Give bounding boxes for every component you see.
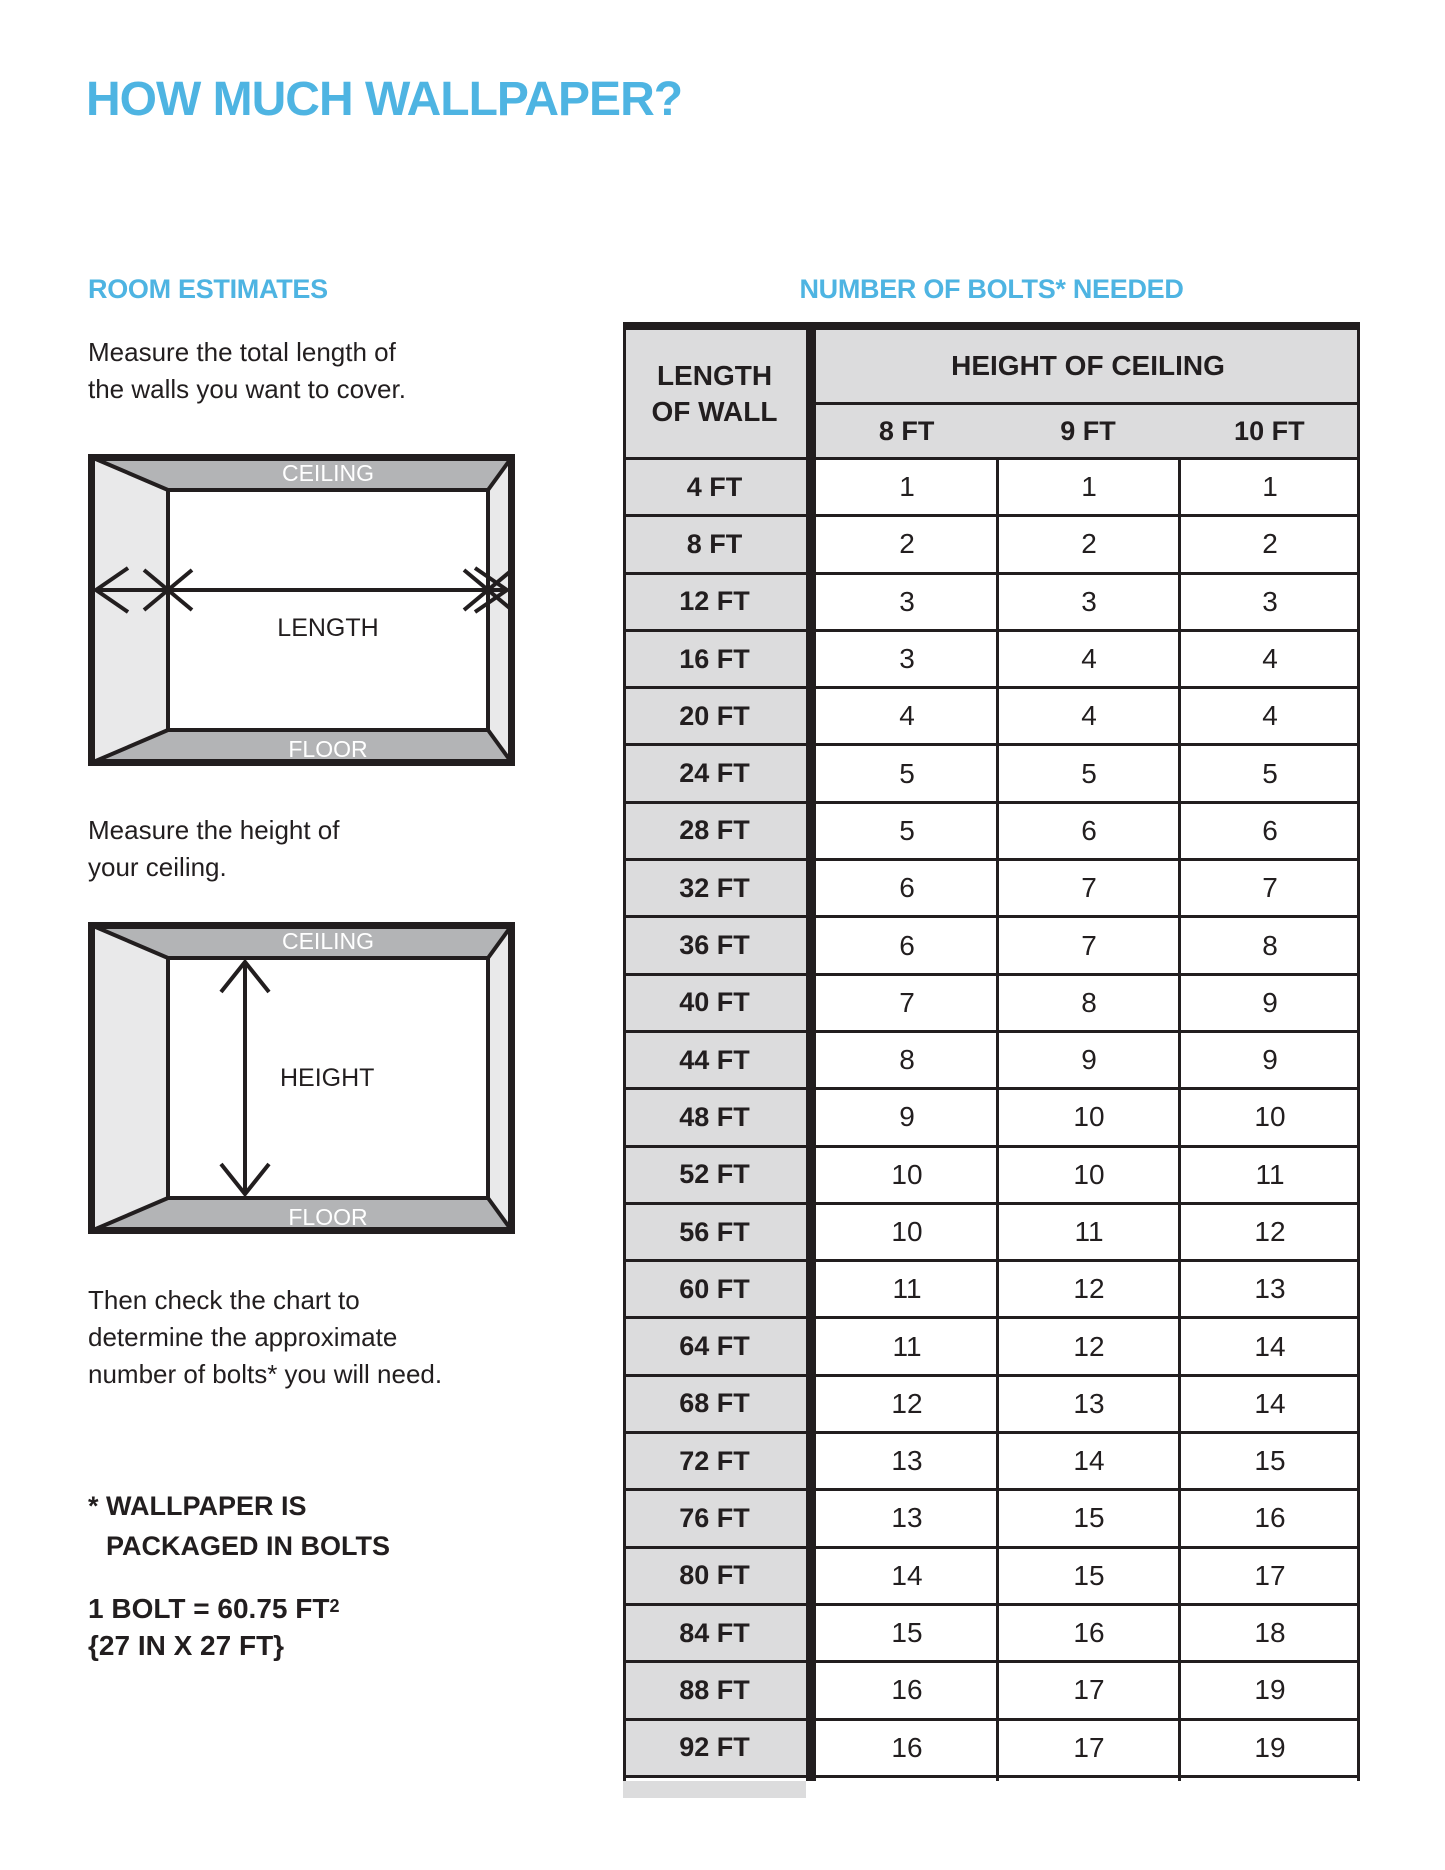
paragraph-line: your ceiling. [88, 852, 227, 882]
row-length-label: 12 FT [623, 575, 806, 629]
bolt-count-cell: 4 [1262, 643, 1278, 675]
table-row [623, 1549, 1360, 1606]
page-title: HOW MUCH WALLPAPER? [86, 73, 683, 126]
table-row [623, 689, 1360, 746]
bolt-count-cell: 7 [1081, 929, 1097, 961]
table-row [623, 918, 1360, 975]
row-length-label: 76 FT [623, 1491, 806, 1545]
bolt-count-cell: 19 [1254, 1731, 1286, 1763]
bolt-count-cell: 5 [1081, 757, 1097, 789]
room-diagram-height [88, 922, 515, 1234]
bolt-count-cell: 4 [1081, 643, 1097, 675]
table-row [623, 632, 1360, 689]
row-length-label: 52 FT [623, 1148, 806, 1202]
bolt-count-cell: 11 [892, 1330, 922, 1362]
bolt-count-cell: 6 [1081, 814, 1097, 846]
row-length-label: 92 FT [623, 1721, 806, 1775]
row-length-label: 48 FT [623, 1090, 806, 1144]
header-line: LENGTH [656, 359, 773, 391]
bolt-count-cell: 6 [899, 929, 915, 961]
table-right-border [1357, 330, 1360, 1781]
row-length-label: 68 FT [623, 1377, 806, 1431]
table-row [623, 460, 1360, 517]
column-divider-line [1178, 460, 1181, 1781]
bolt-count-cell: 15 [1073, 1559, 1105, 1591]
table-row [623, 1319, 1360, 1376]
paragraph-line: Measure the height of [88, 815, 340, 845]
floor-label: FLOOR [288, 1204, 368, 1230]
bolt-count-cell: 11 [1074, 1216, 1104, 1247]
bolt-count-cell: 19 [1254, 1674, 1286, 1706]
bolt-count-cell: 15 [1073, 1502, 1105, 1534]
bolts-table [623, 322, 1360, 1798]
bolt-count-cell: 8 [899, 1044, 915, 1076]
row-length-label: 36 FT [623, 918, 806, 972]
bolt-count-cell: 6 [1262, 814, 1278, 846]
bolt-equation-text: 1 BOLT = 60.75 FT [88, 1593, 330, 1624]
bolt-count-cell: 10 [891, 1158, 923, 1190]
table-row [623, 1434, 1360, 1491]
row-length-label: 72 FT [623, 1434, 806, 1488]
bolt-count-cell: 15 [891, 1617, 923, 1649]
bolt-count-cell: 13 [891, 1445, 923, 1477]
bolt-count-cell: 11 [1255, 1158, 1285, 1190]
bolt-count-cell: 4 [899, 700, 915, 732]
bolt-count-cell: 9 [1262, 986, 1278, 1018]
instruction-paragraph-length [88, 334, 406, 408]
bolt-count-cell: 12 [891, 1387, 923, 1419]
paragraph-line: number of bolts* you will need. [88, 1359, 443, 1389]
row-length-label: 44 FT [623, 1033, 806, 1087]
ceiling-label: CEILING [281, 928, 375, 954]
bolt-count-cell: 17 [1073, 1674, 1105, 1706]
bolt-count-cell: 12 [1073, 1330, 1105, 1362]
bolt-count-cell: 16 [891, 1674, 923, 1706]
ceiling-label: CEILING [281, 460, 375, 486]
bolt-count-cell: 9 [1081, 1044, 1097, 1076]
bolt-count-cell: 14 [1254, 1330, 1286, 1362]
bolt-count-cell: 16 [1254, 1502, 1286, 1534]
bolts-table-heading: NUMBER OF BOLTS* NEEDED [799, 274, 1184, 304]
bolt-count-cell: 9 [1262, 1044, 1278, 1076]
bolt-count-cell: 2 [1262, 528, 1278, 560]
table-row [623, 861, 1360, 918]
table-row [623, 1033, 1360, 1090]
bolt-info [88, 1588, 339, 1664]
bolt-count-cell: 1 [899, 471, 915, 503]
row-length-label: 88 FT [623, 1663, 806, 1717]
bolt-count-cell: 3 [1081, 585, 1097, 617]
row-length-label: 24 FT [623, 746, 806, 800]
height-of-ceiling-header: HEIGHT OF CEILING [951, 350, 1225, 381]
bolt-count-cell: 8 [1081, 986, 1097, 1018]
paragraph-line: the walls you want to cover. [88, 374, 406, 404]
bolt-count-cell: 17 [1073, 1731, 1105, 1763]
row-length-label: 28 FT [623, 804, 806, 858]
row-length-label: 60 FT [623, 1262, 806, 1316]
row-length-label: 4 FT [623, 460, 806, 514]
table-row [623, 746, 1360, 803]
table-row [623, 804, 1360, 861]
table-row [623, 1377, 1360, 1434]
paragraph-line: Then check the chart to [88, 1285, 360, 1315]
table-row [623, 575, 1360, 632]
table-row [623, 1148, 1360, 1205]
row-length-label: 80 FT [623, 1549, 806, 1603]
bolt-count-cell: 13 [891, 1502, 923, 1534]
bolt-equation [88, 1588, 339, 1627]
table-thick-divider [806, 330, 816, 1781]
row-length-label: 40 FT [623, 976, 806, 1030]
bolt-count-cell: 8 [1262, 929, 1278, 961]
bolt-count-cell: 12 [1073, 1273, 1105, 1305]
ceiling-height-column-header: 9 FT [1060, 415, 1116, 446]
table-row [623, 1663, 1360, 1720]
bolt-count-cell: 3 [899, 643, 915, 675]
table-row [623, 517, 1360, 574]
bolt-count-cell: 14 [891, 1559, 923, 1591]
bolt-count-cell: 6 [899, 872, 915, 904]
bolt-count-cell: 13 [1254, 1273, 1286, 1305]
bolt-count-cell: 18 [1254, 1617, 1286, 1649]
bolt-count-cell: 10 [1254, 1101, 1286, 1133]
bolt-count-cell: 3 [1262, 585, 1278, 617]
table-row [623, 1090, 1360, 1147]
left-wall-face [88, 922, 168, 1234]
paragraph-line: Measure the total length of [88, 337, 396, 367]
bolt-count-cell: 10 [891, 1216, 923, 1247]
header-line: OF WALL [651, 395, 778, 427]
row-length-label: 32 FT [623, 861, 806, 915]
bolt-count-cell: 1 [1081, 471, 1097, 503]
bolt-count-cell: 7 [899, 986, 915, 1018]
table-row [623, 1205, 1360, 1262]
bolt-count-cell: 15 [1254, 1445, 1286, 1477]
wallpaper-footnote [88, 1486, 390, 1566]
bolt-count-cell: 1 [1262, 471, 1278, 503]
table-row [623, 1262, 1360, 1319]
bolt-count-cell: 4 [1262, 700, 1278, 732]
table-row [623, 1491, 1360, 1548]
floor-label: FLOOR [288, 736, 368, 762]
bolt-count-cell: 2 [899, 528, 915, 560]
row-length-label: 16 FT [623, 632, 806, 686]
bolt-count-cell: 7 [1262, 872, 1278, 904]
row-length-label: 8 FT [623, 517, 806, 571]
table-rows [623, 460, 1360, 1778]
bolt-count-cell: 10 [1073, 1101, 1105, 1133]
table-gray-tail [623, 1781, 806, 1798]
bolt-count-cell: 5 [899, 757, 915, 789]
row-length-label: 84 FT [623, 1606, 806, 1660]
bolt-count-cell: 16 [1073, 1617, 1105, 1649]
ceiling-height-column-header: 8 FT [878, 415, 935, 446]
bolt-count-cell: 5 [1262, 757, 1278, 789]
table-left-border [623, 330, 626, 1781]
instruction-paragraph-chart [88, 1282, 442, 1393]
length-of-wall-header [623, 330, 806, 457]
instruction-paragraph-height [88, 812, 340, 886]
row-length-label: 64 FT [623, 1319, 806, 1373]
bolt-count-cell: 10 [1073, 1158, 1105, 1190]
bolt-count-cell: 5 [899, 814, 915, 846]
height-dimension-label: HEIGHT [280, 1064, 375, 1092]
bolt-count-cell: 12 [1254, 1216, 1286, 1247]
row-length-label: 20 FT [623, 689, 806, 743]
bolt-count-cell: 11 [892, 1273, 922, 1305]
footnote-line: * WALLPAPER IS [88, 1491, 307, 1521]
bolt-count-cell: 14 [1073, 1445, 1105, 1477]
paragraph-line: determine the approximate [88, 1322, 398, 1352]
column-divider-line [996, 460, 999, 1781]
bolt-count-cell: 4 [1081, 700, 1097, 732]
table-row [623, 1721, 1360, 1778]
table-row [623, 976, 1360, 1033]
bolt-count-cell: 7 [1081, 872, 1097, 904]
bolt-count-cell: 13 [1073, 1387, 1105, 1419]
bolt-count-cell: 9 [899, 1101, 915, 1133]
bolt-count-cell: 2 [1081, 528, 1097, 560]
room-estimates-heading: ROOM ESTIMATES [88, 274, 328, 304]
ceiling-height-column-header: 10 FT [1234, 415, 1305, 446]
row-length-label: 56 FT [623, 1205, 806, 1259]
bolt-count-cell: 14 [1254, 1387, 1286, 1419]
table-row [623, 1606, 1360, 1663]
bolt-dimensions: {27 IN X 27 FT} [88, 1630, 285, 1661]
back-wall-face [168, 490, 488, 730]
table-top-bar [623, 322, 1360, 330]
bolt-count-cell: 17 [1254, 1559, 1286, 1591]
footnote-line: PACKAGED IN BOLTS [106, 1531, 391, 1561]
length-dimension-label: LENGTH [277, 614, 379, 642]
bolt-count-cell: 16 [891, 1731, 923, 1763]
ceiling-height-subheader [816, 405, 1360, 457]
room-diagram-length [88, 454, 515, 766]
bolt-count-cell: 3 [899, 585, 915, 617]
bolt-equation-superscript: 2 [329, 1596, 340, 1616]
